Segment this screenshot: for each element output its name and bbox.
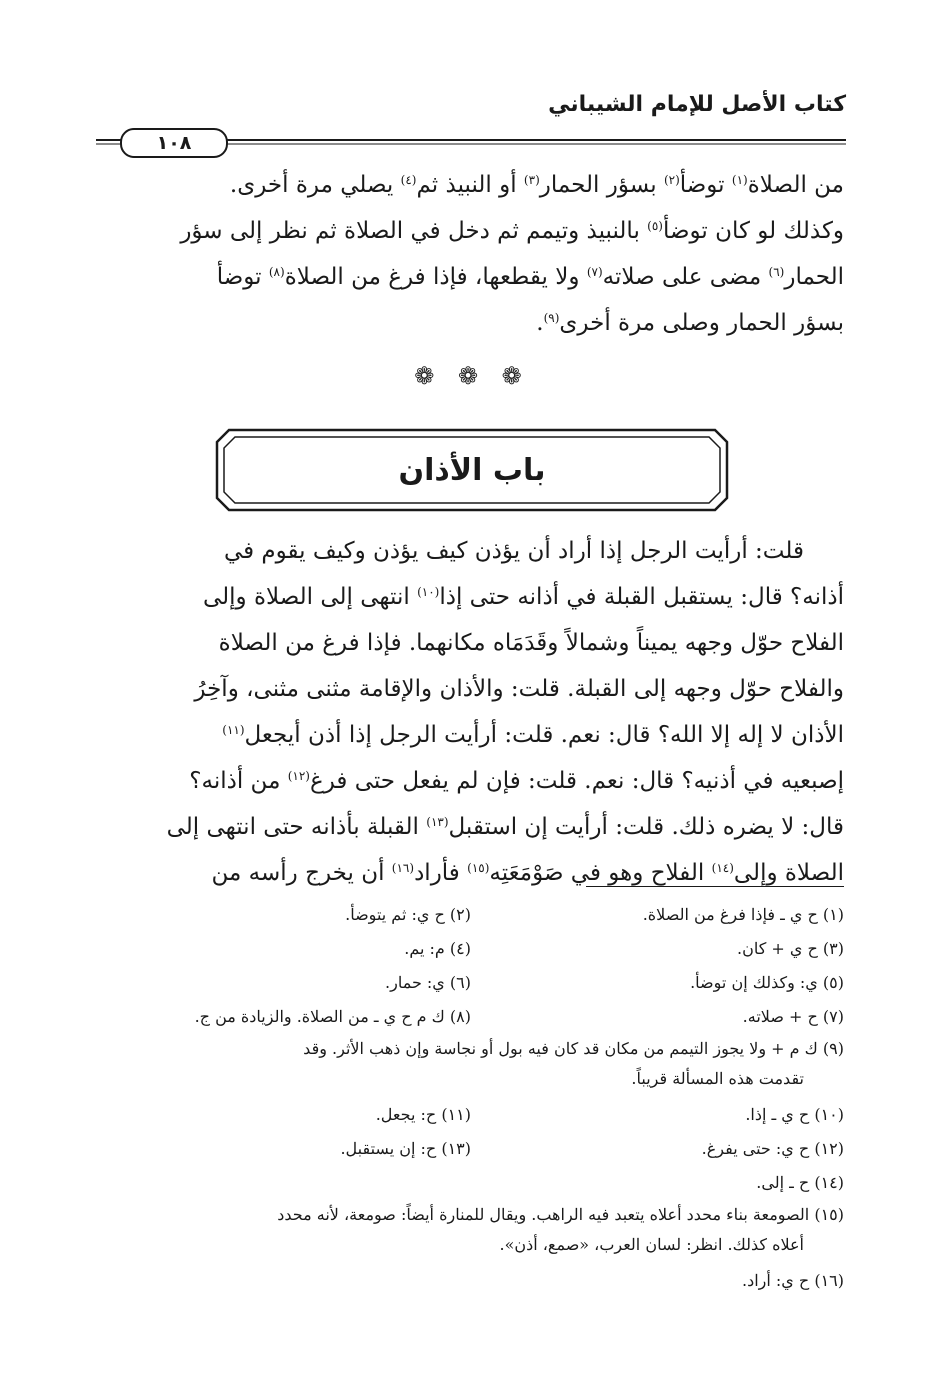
paragraph-chapter-body xyxy=(100,528,844,896)
text-line xyxy=(100,758,844,804)
text-line xyxy=(100,712,844,758)
footnote-2: (٢) ح ي: ثم يتوضأ. xyxy=(345,905,471,924)
footnote-8: (٨) ك م ح ي ـ من الصلاة. والزيادة من ج. xyxy=(194,1007,471,1026)
text-segment: . xyxy=(536,310,544,336)
footnote-ref: (٤) xyxy=(400,173,417,187)
footnote-ref: (٨) xyxy=(268,265,285,279)
text-segment: الفلاح وهو في صَوْمَعَتِه xyxy=(489,860,712,886)
text-segment: بسؤر الحمار xyxy=(539,172,664,198)
text-line xyxy=(100,620,844,666)
footnote-13: (١٣) ح: إن يستقبل. xyxy=(340,1139,471,1158)
page-number: ١٠٨ xyxy=(156,132,192,154)
footnote-6: (٦) ي: حمار. xyxy=(385,973,471,992)
footnote-9 xyxy=(98,1034,844,1094)
footnote-7: (٧) ح + صلاته. xyxy=(742,1007,844,1026)
text-segment: الأذان لا إله إلا الله؟ قال: نعم. قلت: أرأيت الرجل إذا أذن أيجعل xyxy=(244,722,844,748)
text-segment: بسؤر الحمار وصلى مرة أخرى xyxy=(559,310,844,336)
footnote-row xyxy=(98,966,844,1000)
footnote-row xyxy=(98,1166,844,1200)
text-segment: إصبعيه في أذنيه؟ قال: نعم. قلت: فإن لم يفعل حتى فرغ xyxy=(309,768,844,794)
text-segment: الفلاح حوّل وجهه يميناً وشمالاً وقَدَمَاه مكانهما. فإذا فرغ من الصلاة xyxy=(218,630,844,656)
text-segment: قلت: أرأيت الرجل إذا أراد أن يؤذن كيف يؤذن وكيف يقوم في xyxy=(223,538,804,564)
footnote-ref: (١) xyxy=(731,173,748,187)
text-segment: توضأ xyxy=(679,172,732,198)
footnote-row xyxy=(98,1132,844,1166)
text-line xyxy=(100,208,844,254)
text-segment: يصلي مرة أخرى. xyxy=(229,172,401,198)
text-line xyxy=(100,162,844,208)
text-line xyxy=(100,254,844,300)
footnote-ref: (٢) xyxy=(663,173,680,187)
book-title: كتاب الأصل للإمام الشيباني xyxy=(548,92,846,117)
footnote-row xyxy=(98,898,844,932)
footnote-ref: (٦) xyxy=(768,265,785,279)
text-segment: مضى على صلاته xyxy=(602,264,769,290)
text-segment: أن يخرج رأسه من xyxy=(211,860,392,886)
footnote-ref: (١١) xyxy=(222,723,245,737)
footnotes xyxy=(98,898,844,1298)
page-number-badge xyxy=(120,128,228,158)
footnote-15 xyxy=(98,1200,844,1260)
text-segment: وكذلك لو كان توضأ xyxy=(662,218,844,244)
chapter-heading-box xyxy=(215,428,729,512)
footnote-15-line2: أعلاه كذلك. انظر: لسان العرب، «صمع، أذن». xyxy=(499,1235,804,1254)
text-segment: أو النبيذ ثم xyxy=(416,172,524,198)
footnote-ref: (٩) xyxy=(543,311,560,325)
text-segment: توضأ xyxy=(216,264,269,290)
footnote-9-line1: (٩) ك م + ولا يجوز التيمم من مكان قد كان فيه بول أو نجاسة وإن ذهب الأثر. وقد xyxy=(303,1039,844,1058)
text-segment: الحمار xyxy=(784,264,844,290)
footnote-ref: (١٢) xyxy=(287,769,310,783)
text-line xyxy=(100,528,844,574)
footnote-16: (١٦) ح ي: أراد. xyxy=(741,1271,844,1290)
text-segment: فأراد xyxy=(414,860,468,886)
footnote-1: (١) ح ي ـ فإذا فرغ من الصلاة. xyxy=(642,905,844,924)
paragraph-continuation xyxy=(100,162,844,346)
footnote-ref: (١٦) xyxy=(391,861,415,875)
footnote-4: (٤) م: يم. xyxy=(404,939,471,958)
footnote-ref: (١٣) xyxy=(426,815,449,829)
text-segment: ولا يقطعها، فإذا فرغ من الصلاة xyxy=(284,264,587,290)
footnote-row xyxy=(98,1264,844,1298)
text-segment: من الصلاة xyxy=(747,172,844,198)
section-ornament: ❁ ❁ ❁ xyxy=(414,362,530,390)
text-segment: من أذانه؟ xyxy=(189,768,288,794)
footnote-ref: (١٥) xyxy=(467,861,490,875)
footnote-11: (١١) ح: يجعل. xyxy=(375,1105,471,1124)
text-line xyxy=(100,574,844,620)
footnote-10: (١٠) ح ي ـ إذا. xyxy=(745,1105,844,1124)
footnote-row xyxy=(98,932,844,966)
page-header xyxy=(96,92,846,152)
text-segment: قال: لا يضره ذلك. قلت: أرأيت إن استقبل xyxy=(448,814,844,840)
footnote-14: (١٤) ح ـ إلى. xyxy=(756,1173,844,1192)
footnote-separator xyxy=(586,886,844,887)
chapter-title: باب الأذان xyxy=(398,452,546,488)
footnote-12: (١٢) ح ي: حتى يفرغ. xyxy=(701,1139,844,1158)
text-line xyxy=(100,850,844,896)
text-line xyxy=(100,804,844,850)
footnote-15-line1: (١٥) الصومعة بناء محدد أعلاه يتعبد فيه الراهب. ويقال للمنارة أيضاً: صومعة، لأنه محدد xyxy=(277,1205,844,1224)
text-segment: انتهى إلى الصلاة وإلى xyxy=(202,584,418,610)
footnote-row xyxy=(98,1000,844,1034)
footnote-ref: (١٤) xyxy=(711,861,734,875)
footnote-3: (٣) ح ي + كان. xyxy=(736,939,844,958)
footnote-ref: (٧) xyxy=(586,265,603,279)
text-segment: أذانه؟ قال: يستقبل القبلة في أذانه حتى إذا xyxy=(439,584,844,610)
text-line xyxy=(100,300,844,346)
footnote-ref: (٥) xyxy=(647,219,663,233)
text-segment: بالنبيذ وتيمم ثم دخل في الصلاة ثم نظر إلى سؤر xyxy=(180,218,648,244)
text-line xyxy=(100,666,844,712)
text-segment: الصلاة وإلى xyxy=(733,860,844,886)
text-segment: والفلاح حوّل وجهه إلى القبلة. قلت: والأذان والإقامة مثنى مثنى، وآخِرُ xyxy=(194,676,844,702)
text-segment: القبلة بأذانه حتى انتهى إلى xyxy=(166,814,427,840)
footnote-row xyxy=(98,1098,844,1132)
footnote-ref: (١٠) xyxy=(417,585,440,599)
footnote-5: (٥) ي: وكذلك إن توضأ. xyxy=(690,973,844,992)
footnote-ref: (٣) xyxy=(523,173,540,187)
footnote-9-line2: تقدمت هذه المسألة قريباً. xyxy=(631,1069,804,1088)
